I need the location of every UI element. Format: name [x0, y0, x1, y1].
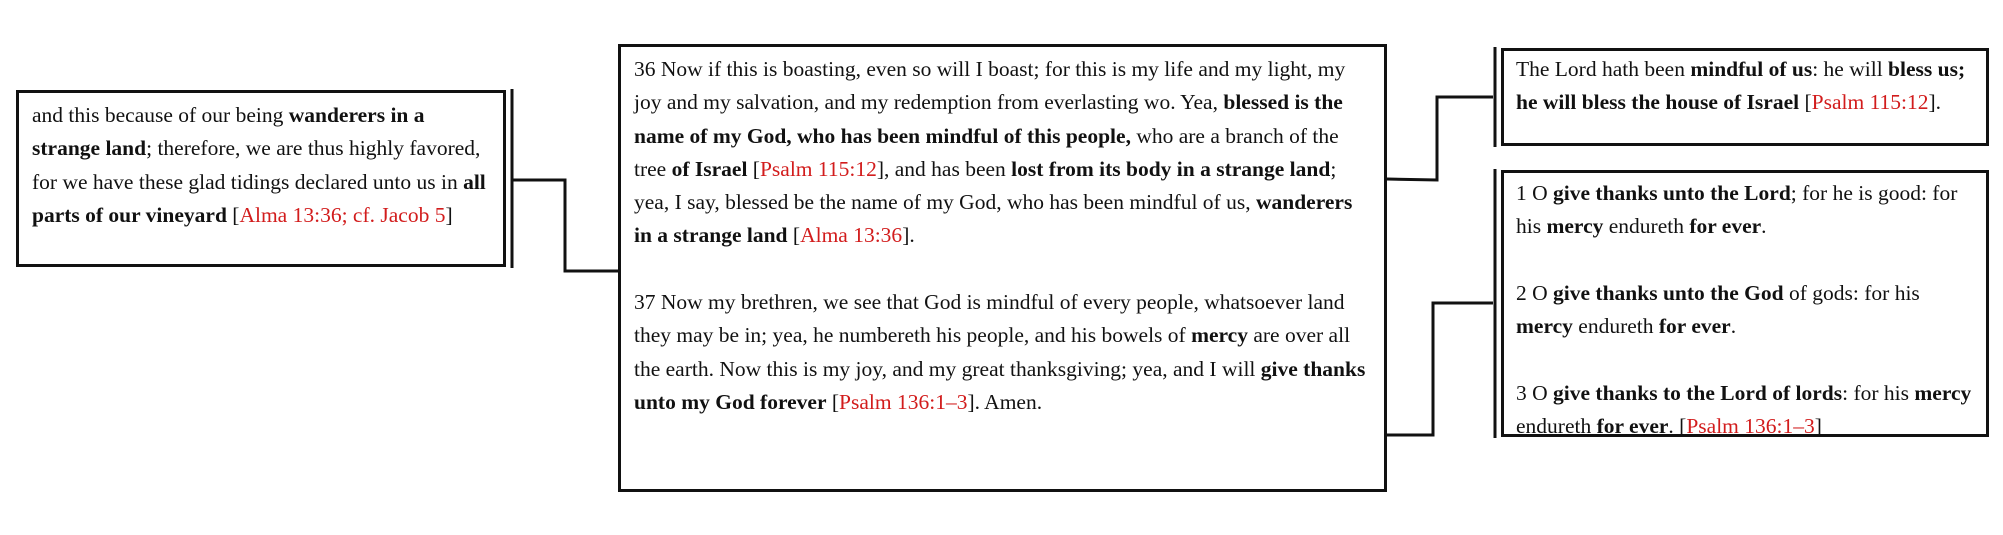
- emphasized-text: mercy: [1546, 214, 1604, 239]
- text-run: who are a branch of the tree: [634, 123, 1339, 181]
- text-run: endureth: [1572, 314, 1659, 339]
- emphasized-text: give thanks unto the God: [1553, 280, 1784, 305]
- paragraph-gap: [634, 253, 1372, 286]
- emphasized-text: of Israel: [671, 156, 748, 181]
- psalm-136-verse-2: [1516, 277, 1976, 344]
- emphasized-text: lost from its body in a strange land: [1011, 156, 1331, 181]
- text-run: . [: [1668, 414, 1687, 439]
- connector-left-to-center: [513, 180, 618, 271]
- emphasized-text: give thanks unto the Lord: [1553, 181, 1791, 205]
- text-run: [: [226, 202, 240, 227]
- scripture-reference: Psalm 115:12: [759, 156, 877, 181]
- text-run: .: [1730, 314, 1737, 339]
- connector-center-to-right-top: [1387, 97, 1493, 180]
- text-run: 1 O: [1516, 181, 1554, 205]
- emphasized-text: mindful of us: [1690, 57, 1813, 81]
- text-run: ]: [1814, 414, 1822, 439]
- text-run: endureth: [1516, 414, 1597, 439]
- text-run: : he will: [1812, 57, 1889, 81]
- text-run: ].: [902, 223, 915, 248]
- emphasized-text: mercy: [1191, 323, 1248, 348]
- scripture-reference: Psalm 136:1–3: [1686, 414, 1815, 439]
- left-box-text: [32, 99, 491, 232]
- text-run: of gods: for his: [1783, 280, 1920, 305]
- text-run: .: [1761, 214, 1767, 239]
- emphasized-text: give thanks to the Lord of lords: [1553, 380, 1843, 405]
- text-run: 36 Now if this is boasting, even so will I boast; for this is my life and my light, my joy and my salvation, and my redemption from everlasting wo. Yea,: [634, 57, 1346, 115]
- emphasized-text: mercy: [1914, 380, 1972, 405]
- emphasized-text: mercy: [1516, 314, 1573, 339]
- text-run: ].: [1928, 90, 1942, 115]
- paragraph-gap: [1516, 244, 1976, 277]
- emphasized-text: wanderers in a strange land: [634, 190, 1353, 248]
- text-run: ]: [445, 202, 453, 227]
- text-run: The Lord hath been: [1516, 57, 1691, 81]
- right-top-text-box: [1501, 48, 1989, 146]
- psalm-115-text: [1516, 53, 1976, 120]
- text-run: : for his: [1842, 380, 1915, 405]
- text-run: ; for he is good: for his: [1516, 181, 1958, 239]
- left-text-box: [16, 90, 506, 267]
- verse-36-paragraph: [634, 53, 1372, 253]
- text-run: ], and has been: [876, 156, 1012, 181]
- text-run: and this because of our being: [32, 103, 289, 127]
- text-run: are over all the earth. Now this is my joy, and my great thanksgiving; yea, and I will: [634, 323, 1351, 381]
- text-run: ; therefore, we are thus highly favored, for we have these glad tidings declared unto us in: [32, 136, 481, 194]
- connector-center-to-right-bottom: [1387, 303, 1493, 435]
- psalm-136-verse-1: [1516, 177, 1976, 244]
- text-run: [: [826, 389, 840, 414]
- verse-37-paragraph: [634, 286, 1372, 419]
- text-run: endureth: [1603, 214, 1690, 239]
- scripture-reference: Alma 13:36: [800, 223, 903, 248]
- emphasized-text: wanderers in a strange land: [32, 103, 425, 161]
- emphasized-text: for ever: [1596, 414, 1669, 439]
- text-run: ]. Amen.: [967, 389, 1043, 414]
- text-run: 2 O: [1516, 280, 1554, 305]
- right-bottom-text-box: [1501, 170, 1989, 437]
- text-run: 3 O: [1516, 380, 1554, 405]
- emphasized-text: give thanks unto my God forever: [634, 356, 1366, 414]
- center-text-box: [618, 44, 1387, 492]
- text-run: [: [787, 223, 801, 248]
- emphasized-text: bless us; he will bless the house of Israel: [1516, 57, 1966, 115]
- scripture-reference: Psalm 115:12: [1811, 90, 1929, 115]
- emphasized-text: blessed is the name of my God, who has been mindful of this people,: [634, 90, 1343, 148]
- emphasized-text: all parts of our vineyard: [32, 169, 486, 227]
- text-run: [: [747, 156, 760, 181]
- text-run: ; yea, I say, blessed be the name of my God, who has been mindful of us,: [634, 156, 1337, 215]
- emphasized-text: for ever: [1658, 314, 1731, 339]
- scripture-reference: Psalm 136:1–3: [839, 389, 968, 414]
- text-run: [: [1799, 90, 1812, 115]
- psalm-136-verse-3: [1516, 377, 1976, 444]
- text-run: 37 Now my brethren, we see that God is mindful of every people, whatsoever land they may be in; yea, he numbereth his people, and his bowels of: [634, 290, 1345, 348]
- scripture-reference: Alma 13:36; cf. Jacob 5: [239, 202, 446, 227]
- emphasized-text: for ever: [1689, 214, 1762, 239]
- paragraph-gap: [1516, 343, 1976, 376]
